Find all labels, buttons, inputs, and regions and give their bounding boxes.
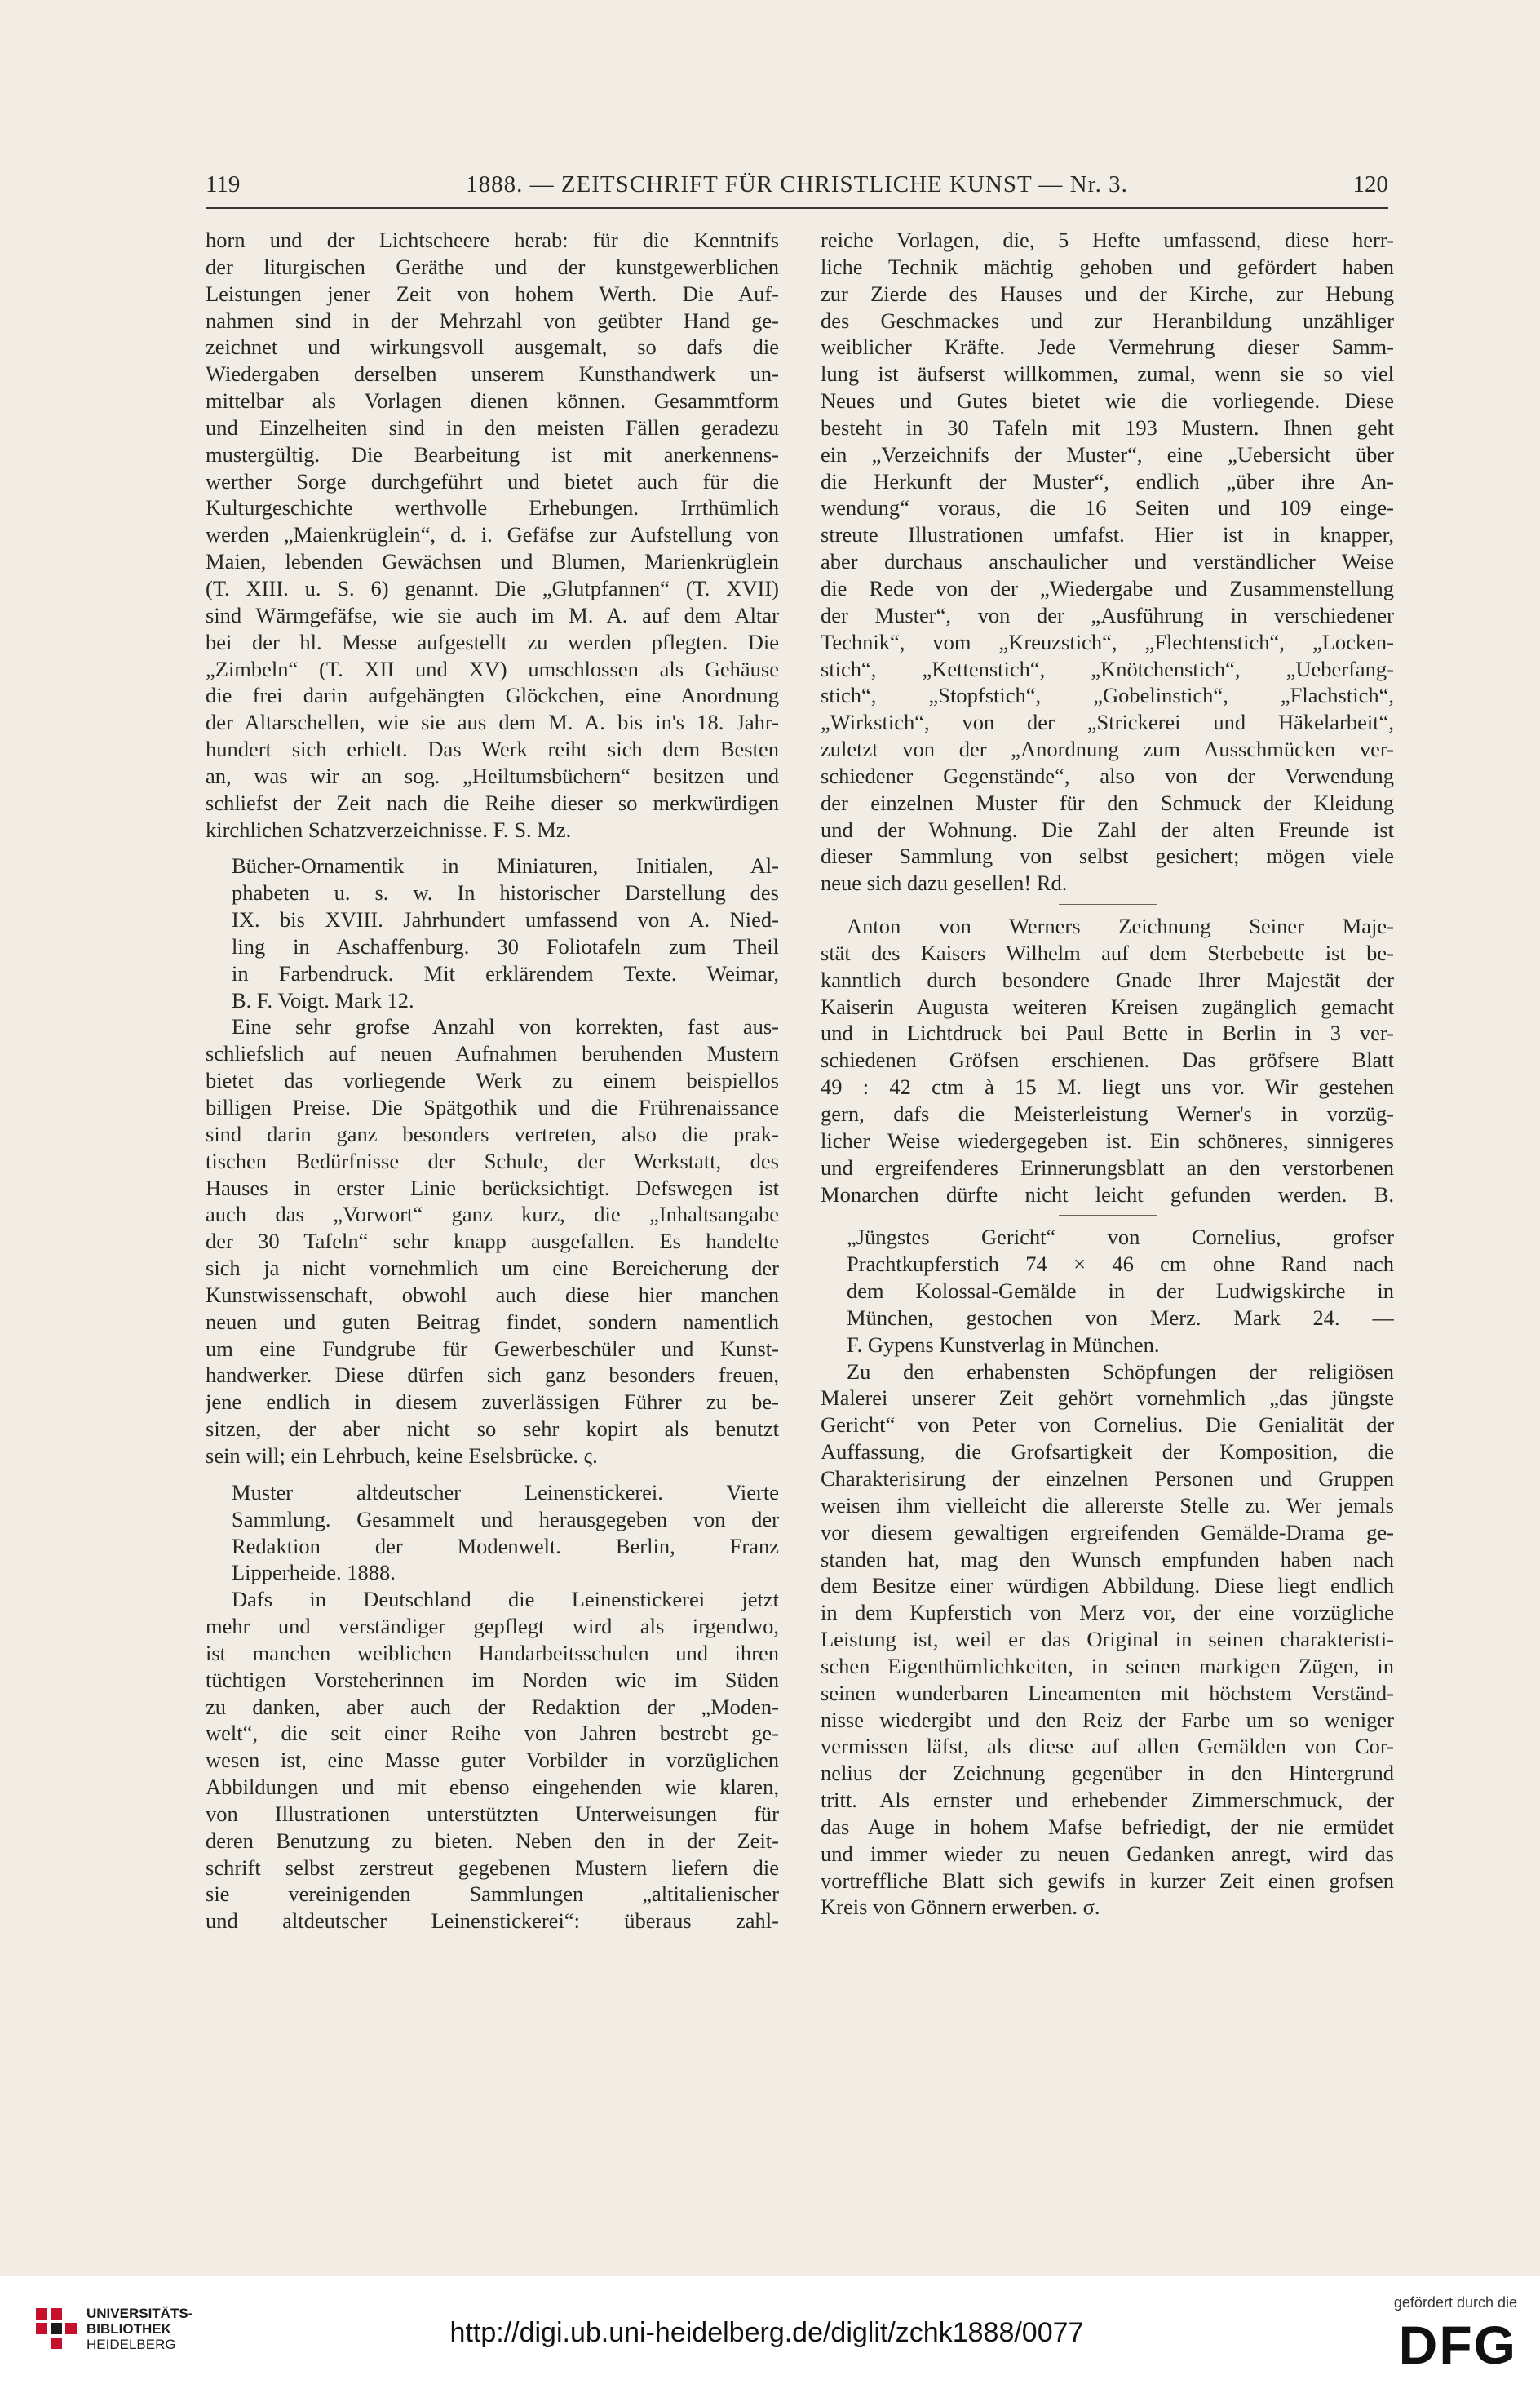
text-line: zu danken, aber auch der Redaktion der „Moden-: [206, 1694, 779, 1719]
text-line: horn und der Lichtscheere herab: für die Kenntnifs: [206, 228, 779, 252]
text-line: Muster altdeutscher Leinenstickerei. Vierte: [232, 1479, 779, 1504]
text-line: Redaktion der Modenwelt. Berlin, Franz: [232, 1533, 779, 1558]
text-line: Charakterisirung der einzelnen Personen und Gruppen: [821, 1465, 1394, 1491]
text-line: und ergreifenderes Erinnerungsblatt an den verstorbenen: [821, 1154, 1394, 1180]
text-line: um eine Fundgrube für Gewerbeschüler und Kunst-: [206, 1336, 779, 1361]
text-line: vortreffliche Blatt sich gewifs in kurzer Zeit einen grofsen: [821, 1868, 1394, 1893]
text-line: neue sich dazu gesellen! Rd.: [821, 871, 1068, 896]
text-line: das Auge in hohem Mafse befriedigt, der nie ermüdet: [821, 1814, 1394, 1839]
text-line: der Muster“, von der „Ausführung in verschiedener: [821, 602, 1394, 627]
text-line: Kreis von Gönnern erwerben. σ.: [821, 1894, 1100, 1920]
text-line: streute Illustrationen umfafst. Hier ist in knapper,: [821, 522, 1394, 547]
text-line: wesen ist, eine Masse guter Vorbilder in vorzüglichen: [206, 1748, 779, 1773]
text-line: Neues und Gutes bietet wie die vorliegende. Diese: [821, 388, 1394, 414]
text-line: in dem Kupferstich von Merz vor, der eine vorzügliche: [821, 1600, 1394, 1625]
library-name: [86, 2306, 241, 2352]
text-line: Abbildungen und mit ebenso eingehenden wie klaren,: [206, 1775, 779, 1800]
text-line: hundert sich erhielt. Das Werk reiht sich dem Besten: [206, 737, 779, 762]
text-line: Eine sehr grofse Anzahl von korrekten, fast aus-: [232, 1014, 779, 1039]
text-line: tischen Bedürfnisse der Schule, der Werkstatt, des: [206, 1148, 779, 1173]
text-line: vor diesem gewaltigen ergreifenden Gemälde-Drama ge-: [821, 1519, 1394, 1544]
text-line: schliefslich auf neuen Aufnahmen beruhenden Mustern: [206, 1041, 779, 1066]
text-line: der 30 Tafeln“ sehr knapp ausgefallen. Es handelte: [206, 1229, 779, 1254]
text-line: nahmen sind in der Mehrzahl von geübter Hand ge-: [206, 308, 779, 333]
text-line: lung ist äufserst willkommen, zumal, wenn sie so viel: [821, 361, 1394, 387]
text-line: schiedener Gegenstände“, also von der Verwendung: [821, 763, 1394, 788]
text-line: schliefst der Zeit nach die Reihe dieser so merkwürdigen: [206, 790, 779, 815]
text-line: sein will; ein Lehrbuch, keine Eselsbrücke. ς.: [206, 1442, 598, 1468]
text-line: die Rede von der „Wiedergabe und Zusammenstellung: [821, 575, 1394, 600]
text-line: stich“, „Stopfstich“, „Gobelinstich“, „Flachstich“,: [821, 683, 1394, 708]
funding-note: gefördert durch die: [1393, 2294, 1517, 2311]
text-line: und in Lichtdruck bei Paul Bette in Berlin in 3 ver-: [821, 1021, 1394, 1046]
text-line: kanntlich durch besondere Gnade Ihrer Majestät der: [821, 967, 1394, 992]
text-line: Kaiserin Augusta weiteren Kreisen zugänglich gemacht: [821, 994, 1394, 1019]
text-line: Leistungen jener Zeit von hohem Werth. Die Auf-: [206, 281, 779, 306]
text-line: weisen ihm vielleicht die allererste Stelle zu. Wer jemals: [821, 1492, 1394, 1518]
text-line: Lipperheide. 1888.: [232, 1560, 396, 1585]
text-line: Zu den erhabensten Schöpfungen der religiösen: [847, 1358, 1394, 1384]
text-line: neuen und guten Beitrag findet, sondern namentlich: [206, 1309, 779, 1334]
text-line: sind darin ganz besonders vertreten, also die prak-: [206, 1121, 779, 1146]
text-line: IX. bis XVIII. Jahrhundert umfassend von A. Nied-: [232, 907, 779, 933]
section-separator: [821, 1208, 1394, 1224]
paragraph-gap: [206, 843, 779, 853]
text-line: stich“, „Kettenstich“, „Knötchenstich“, „Ueberfang-: [821, 656, 1394, 681]
text-line: werden „Maienkrüglein“, d. i. Gefäfse zur Aufstellung von: [206, 522, 779, 547]
text-line: „Wirkstich“, von der „Strickerei und Häkelarbeit“,: [821, 710, 1394, 735]
text-line: bei der hl. Messe aufgestellt zu werden pflegten. Die: [206, 629, 779, 654]
text-line: und altdeutscher Leinenstickerei“: überaus zahl-: [206, 1908, 779, 1934]
text-line: und der Wohnung. Die Zahl der alten Freunde ist: [821, 817, 1394, 842]
text-line: schen Eigenthümlichkeiten, in seinen markigen Zügen, in: [821, 1653, 1394, 1678]
header-rule: [206, 207, 1388, 209]
text-line: an, was wir an sog. „Heiltumsbüchern“ besitzen und: [206, 763, 779, 788]
section-separator: [821, 897, 1394, 913]
text-line: ein „Verzeichnifs der Muster“, eine „Uebersicht über: [821, 441, 1394, 467]
text-line: wendung“ voraus, die 16 Seiten und 109 einge-: [821, 495, 1394, 521]
text-line: gern, dafs die Meisterleistung Werner's in vorzüg-: [821, 1101, 1394, 1126]
text-line: zuletzt von der „Anordnung zum Ausschmücken ver-: [821, 737, 1394, 762]
text-line: besteht in 30 Tafeln mit 193 Mustern. Ihnen geht: [821, 414, 1394, 440]
text-line: liche Technik mächtig gehoben und gefördert haben: [821, 254, 1394, 279]
text-line: Monarchen dürfte nicht leicht gefunden werden. B.: [821, 1181, 1394, 1207]
running-header: [206, 171, 1388, 209]
page-number-left: 119: [206, 171, 241, 197]
text-line: Technik“, vom „Kreuzstich“, „Flechtenstich“, „Locken-: [821, 629, 1394, 654]
text-line: vermissen läfst, als diese auf allen Gemälden von Cor-: [821, 1734, 1394, 1759]
text-line: sitzen, der aber nicht so sehr kopirt als benutzt: [206, 1416, 779, 1442]
text-line: dem Besitze einer würdigen Abbildung. Diese liegt endlich: [821, 1573, 1394, 1598]
text-line: werther Sorge durchgeführt und bietet auch für die: [206, 468, 779, 494]
text-line: handwerker. Diese dürfen sich ganz besonders freuen,: [206, 1363, 779, 1388]
text-line: welt“, die seit einer Reihe von Jahren bestrebt ge-: [206, 1721, 779, 1746]
text-line: auch das „Vorwort“ ganz kurz, die „Inhaltsangabe: [206, 1202, 779, 1227]
text-line: Anton von Werners Zeichnung Seiner Maje-: [847, 914, 1394, 939]
page-number-right: 120: [1352, 171, 1388, 197]
text-line: B. F. Voigt. Mark 12.: [232, 987, 414, 1013]
text-line: die Herkunft der Muster“, endlich „über ihre An-: [821, 468, 1394, 494]
text-line: Kulturgeschichte werthvolle Erhebungen. Irrthümlich: [206, 495, 779, 521]
text-line: zur Zierde des Hauses und der Kirche, zur Hebung: [821, 281, 1394, 306]
text-line: phabeten u. s. w. In historischer Darstellung des: [232, 880, 779, 906]
text-line: kirchlichen Schatzverzeichnisse. F. S. Mz.: [206, 817, 572, 842]
text-line: und Einzelheiten sind in den meisten Fällen geradezu: [206, 414, 779, 440]
text-line: dem Kolossal-Gemälde in der Ludwigskirche in: [847, 1278, 1394, 1304]
text-line: Maien, lebenden Gewächsen und Blumen, Marienkrüglein: [206, 549, 779, 574]
text-line: reiche Vorlagen, die, 5 Hefte umfassend, diese herr-: [821, 228, 1394, 252]
text-line: in Farbendruck. Mit erklärendem Texte. Weimar,: [232, 960, 779, 986]
text-line: zeichnet und wirkungsvoll ausgemalt, so dafs die: [206, 335, 779, 360]
journal-title: 1888. — ZEITSCHRIFT FÜR CHRISTLICHE KUNST — Nr. 3.: [466, 171, 1128, 197]
permalink-url[interactable]: http://digi.ub.uni-heidelberg.de/diglit/zchk1888/0077: [449, 2317, 1084, 2348]
text-line: Auffassung, die Grofsartigkeit der Komposition, die: [821, 1439, 1394, 1465]
ub-heidelberg-logo: [33, 2303, 82, 2352]
text-line: bietet das vorliegende Werk zu einem beispiellos: [206, 1068, 779, 1093]
text-line: von Illustrationen unterstützten Unterweisungen für: [206, 1801, 779, 1826]
text-line: Bücher-Ornamentik in Miniaturen, Initialen, Al-: [232, 853, 779, 879]
text-line: „Jüngstes Gericht“ von Cornelius, grofser: [847, 1225, 1394, 1250]
text-line: Dafs in Deutschland die Leinenstickerei jetzt: [232, 1587, 779, 1612]
dfg-logo: DFG: [1398, 2315, 1517, 2375]
library-name-line2: BIBLIOTHEK: [86, 2321, 171, 2337]
text-line: Kunstwissenschaft, obwohl auch diese hier manchen: [206, 1282, 779, 1307]
text-line: Gericht“ von Peter von Cornelius. Die Genialität der: [821, 1412, 1394, 1438]
text-line: sich ja nicht vornehmlich um eine Bereicherung der: [206, 1256, 779, 1281]
text-line: der liturgischen Geräthe und der kunstgewerblichen: [206, 254, 779, 279]
text-line: des Geschmackes und zur Heranbildung unzähliger: [821, 308, 1394, 333]
text-line: mittelbar als Vorlagen dienen können. Gesammtform: [206, 388, 779, 414]
text-line: mehr und verständiger gepflegt wird als irgendwo,: [206, 1614, 779, 1639]
text-line: seinen wunderbaren Lineamenten mit höchstem Verständ-: [821, 1680, 1394, 1705]
text-line: weiblicher Kräfte. Jede Vermehrung dieser Samm-: [821, 335, 1394, 360]
paragraph-gap: [206, 1469, 779, 1479]
text-line: die frei darin aufgehängten Glöckchen, eine Anordnung: [206, 683, 779, 708]
text-line: F. Gypens Kunstverlag in München.: [847, 1332, 1160, 1357]
text-line: tritt. Als ernster und erhebender Zimmerschmuck, der: [821, 1788, 1394, 1813]
text-line: tüchtigen Vorsteherinnen im Norden wie im Süden: [206, 1667, 779, 1692]
text-line: sie vereinigenden Sammlungen „altitalienischer: [206, 1881, 779, 1907]
text-line: sind Wärmgefäfse, wie sie auch im M. A. auf dem Altar: [206, 602, 779, 627]
right-text-column: [821, 227, 1394, 1921]
library-name-line1: UNIVERSITÄTS-: [86, 2306, 193, 2321]
text-line: dieser Sammlung von selbst gesichert; mögen viele: [821, 844, 1394, 869]
left-text-column: [206, 227, 779, 1934]
text-line: „Zimbeln“ (T. XII und XV) umschlossen als Gehäuse: [206, 656, 779, 681]
text-line: aber durchaus anschaulicher und verständlicher Weise: [821, 549, 1394, 574]
text-line: Leistung ist, weil er das Original in seinen charakteristi-: [821, 1627, 1394, 1652]
text-line: nisse wiedergibt und den Reiz der Farbe um so weniger: [821, 1707, 1394, 1732]
text-line: nelius der Zeichnung gegenüber in den Hintergrund: [821, 1761, 1394, 1786]
text-line: Prachtkupferstich 74 × 46 cm ohne Rand nach: [847, 1252, 1394, 1277]
text-line: standen hat, mag den Wunsch empfunden haben nach: [821, 1546, 1394, 1571]
text-line: deren Benutzung zu bieten. Neben den in der Zeit-: [206, 1828, 779, 1853]
text-line: Hauses in erster Linie berücksichtigt. Defswegen ist: [206, 1175, 779, 1200]
text-line: mustergültig. Die Bearbeitung ist mit anerkennens-: [206, 441, 779, 467]
text-line: billigen Preise. Die Spätgothik und die Frührenaissance: [206, 1095, 779, 1119]
text-line: (T. XIII. u. S. 6) genannt. Die „Glutpfannen“ (T. XVII): [206, 575, 779, 600]
text-line: und immer wieder zu neuen Gedanken anregt, wird das: [821, 1841, 1394, 1866]
text-line: Sammlung. Gesammelt und herausgegeben von der: [232, 1506, 779, 1531]
text-line: Malerei unserer Zeit gehört vornehmlich „das jüngste: [821, 1385, 1394, 1411]
text-line: der Altarschellen, wie sie aus dem M. A. bis in's 18. Jahr-: [206, 710, 779, 735]
text-line: der einzelnen Muster für den Schmuck der Kleidung: [821, 790, 1394, 815]
text-line: licher Weise wiedergegeben ist. Ein schöneres, sinnigeres: [821, 1128, 1394, 1153]
text-line: schrift selbst zerstreut gegebenen Mustern liefern die: [206, 1855, 779, 1880]
text-line: ling in Aschaffenburg. 30 Foliotafeln zum Theil: [232, 933, 779, 959]
text-line: Wiedergaben derselben unserem Kunsthandwerk un-: [206, 361, 779, 387]
text-line: ist manchen weiblichen Handarbeitsschulen und ihren: [206, 1640, 779, 1665]
text-line: 49 : 42 ctm à 15 M. liegt uns vor. Wir gestehen: [821, 1075, 1394, 1100]
text-line: stät des Kaisers Wilhelm auf dem Sterbebette ist be-: [821, 940, 1394, 965]
text-line: schiedenen Gröfsen erschienen. Das gröfsere Blatt: [821, 1048, 1394, 1073]
text-line: München, gestochen von Merz. Mark 24. —: [847, 1305, 1394, 1330]
library-name-line3: HEIDELBERG: [86, 2337, 176, 2352]
text-line: jene endlich in diesem zuverlässigen Führer zu be-: [206, 1389, 779, 1415]
